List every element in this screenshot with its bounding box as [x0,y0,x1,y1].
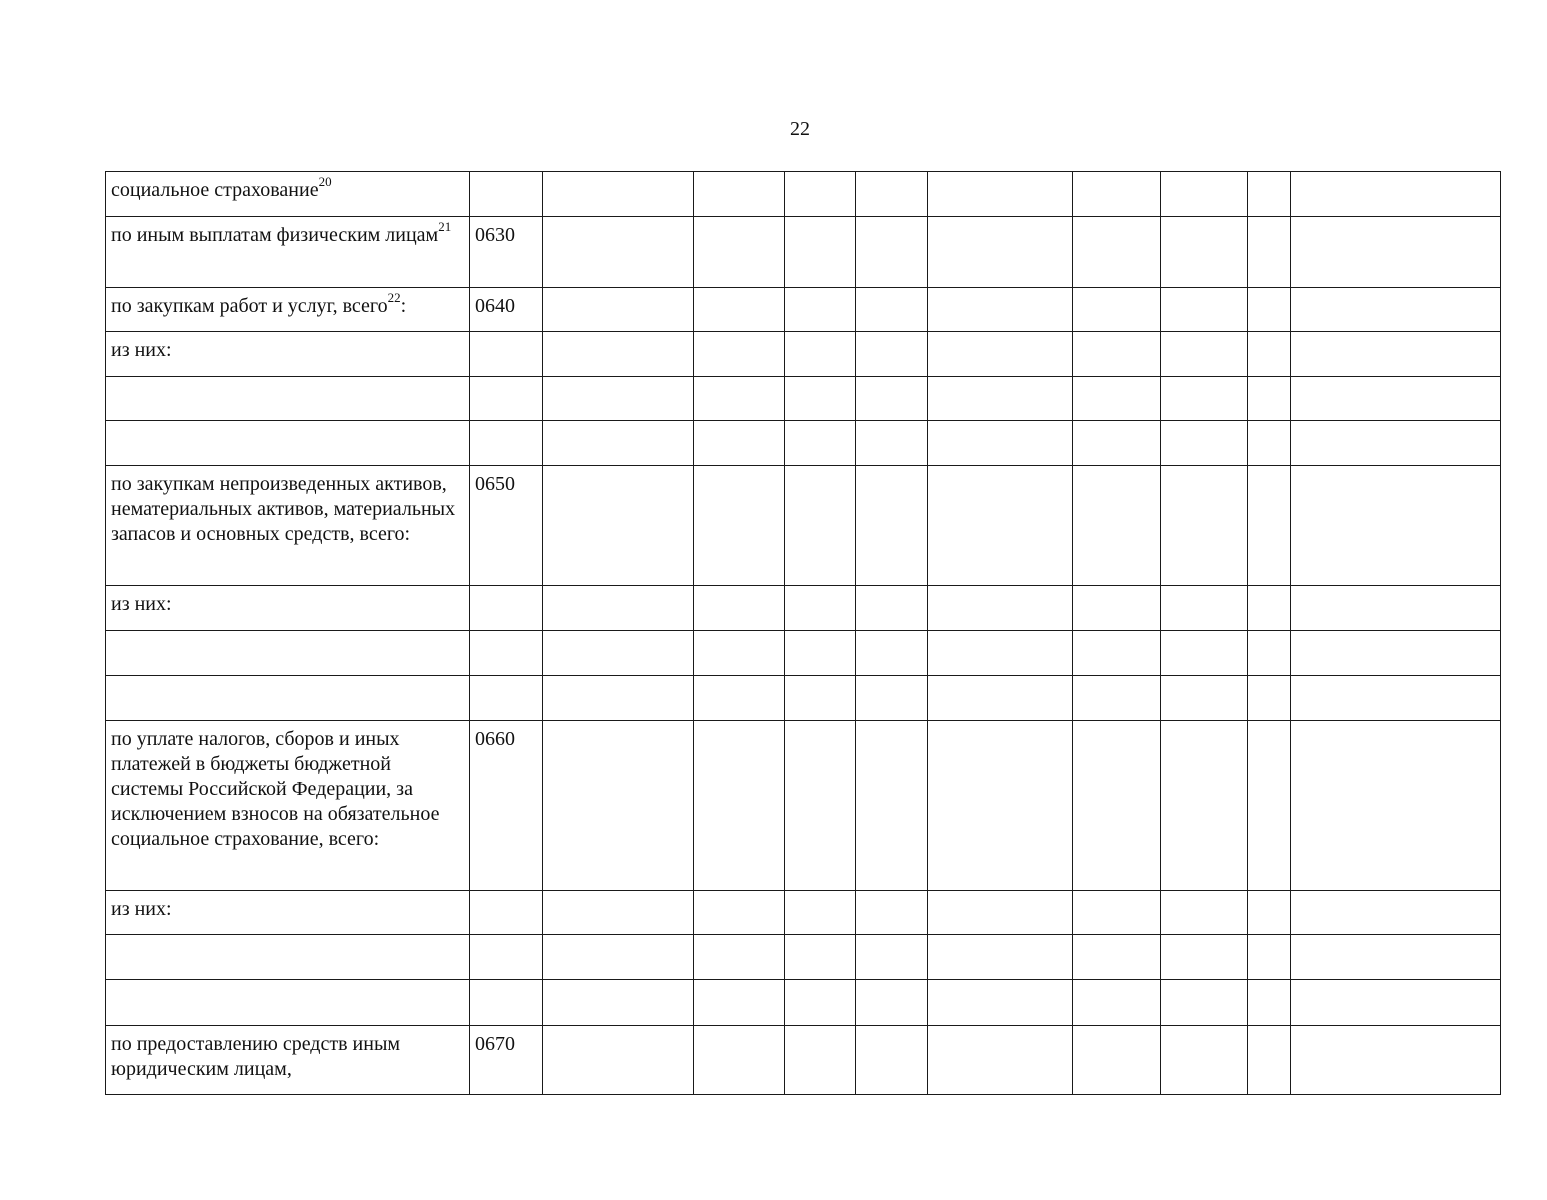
empty-value-cell [1161,217,1248,288]
empty-value-cell [543,891,694,935]
empty-value-cell [1248,421,1291,466]
table-row [106,721,1501,891]
empty-value-cell [928,721,1073,891]
empty-value-cell [543,721,694,891]
table-row [106,421,1501,466]
empty-value-cell [1291,631,1501,676]
empty-value-cell [928,172,1073,217]
row-description-suffix: : [400,295,407,317]
row-code-cell [470,172,543,217]
empty-value-cell [785,172,856,217]
empty-value-cell [1161,332,1248,377]
empty-value-cell [1073,466,1161,586]
footnote-marker: 22 [387,290,401,306]
empty-value-cell [1248,631,1291,676]
empty-value-cell [928,332,1073,377]
row-description-cell [106,676,470,721]
empty-value-cell [928,466,1073,586]
row-description-text: социальное страхование [111,179,319,201]
empty-value-cell [1073,377,1161,421]
table-row [106,980,1501,1026]
empty-value-cell [785,721,856,891]
empty-value-cell [694,935,785,980]
empty-value-cell [1248,332,1291,377]
row-code-cell: 0640 [470,288,543,332]
empty-value-cell [694,586,785,631]
empty-value-cell [785,217,856,288]
empty-value-cell [785,466,856,586]
empty-value-cell [694,172,785,217]
empty-value-cell [1161,980,1248,1026]
table-row [106,676,1501,721]
row-code-cell: 0650 [470,466,543,586]
empty-value-cell [856,217,928,288]
table-row [106,891,1501,935]
empty-value-cell [1073,721,1161,891]
empty-value-cell [928,935,1073,980]
empty-value-cell [856,332,928,377]
row-description-text: по уплате налогов, сборов и иных платежей в бюджеты бюджетной системы Российской Федерации, за исключением взносов на обязательное социальное страхование, всего: [111,728,440,850]
empty-value-cell [1291,1026,1501,1095]
empty-value-cell [1161,676,1248,721]
empty-value-cell [1248,172,1291,217]
empty-value-cell [1073,288,1161,332]
row-description-text: по иным выплатам физическим лицам [111,224,439,246]
empty-value-cell [1073,980,1161,1026]
empty-value-cell [856,891,928,935]
empty-value-cell [1248,217,1291,288]
empty-value-cell [694,721,785,891]
empty-value-cell [1161,288,1248,332]
empty-value-cell [694,631,785,676]
row-code-cell [470,980,543,1026]
empty-value-cell [1248,377,1291,421]
empty-value-cell [1161,631,1248,676]
empty-value-cell [1161,891,1248,935]
empty-value-cell [543,631,694,676]
empty-value-cell [785,332,856,377]
empty-value-cell [1161,377,1248,421]
empty-value-cell [1291,935,1501,980]
empty-value-cell [694,217,785,288]
empty-value-cell [856,421,928,466]
row-description-cell [106,935,470,980]
empty-value-cell [694,676,785,721]
empty-value-cell [785,676,856,721]
empty-value-cell [1161,721,1248,891]
empty-value-cell [694,980,785,1026]
row-description-text: по закупкам работ и услуг, всего [111,295,388,317]
row-description-text: из них: [111,339,172,361]
table-row [106,377,1501,421]
row-code-cell [470,332,543,377]
row-description-text: по предоставлению средств иным юридическим лицам, [111,1033,401,1080]
empty-value-cell [785,631,856,676]
row-description-cell [106,1026,470,1095]
empty-value-cell [785,980,856,1026]
empty-value-cell [694,891,785,935]
empty-value-cell [694,288,785,332]
empty-value-cell [694,466,785,586]
row-description-text: из них: [111,593,172,615]
empty-value-cell [1073,631,1161,676]
row-description-cell [106,891,470,935]
empty-value-cell [1073,172,1161,217]
row-description-cell [106,466,470,586]
empty-value-cell [543,288,694,332]
table-row [106,332,1501,377]
empty-value-cell [928,891,1073,935]
empty-value-cell [694,421,785,466]
empty-value-cell [1248,721,1291,891]
empty-value-cell [928,377,1073,421]
empty-value-cell [785,377,856,421]
table-row [106,935,1501,980]
table-row [106,172,1501,217]
empty-value-cell [1291,421,1501,466]
empty-value-cell [694,377,785,421]
row-description-cell [106,631,470,676]
empty-value-cell [543,172,694,217]
row-code-cell [470,586,543,631]
table-row [106,217,1501,288]
empty-value-cell [856,980,928,1026]
row-code-cell: 0660 [470,721,543,891]
empty-value-cell [928,631,1073,676]
empty-value-cell [1291,288,1501,332]
empty-value-cell [1291,891,1501,935]
empty-value-cell [928,586,1073,631]
empty-value-cell [785,288,856,332]
empty-value-cell [1161,172,1248,217]
empty-value-cell [856,1026,928,1095]
empty-value-cell [1291,980,1501,1026]
empty-value-cell [694,332,785,377]
empty-value-cell [1248,676,1291,721]
table-row [106,586,1501,631]
row-code-cell: 0630 [470,217,543,288]
empty-value-cell [1161,421,1248,466]
empty-value-cell [928,676,1073,721]
row-description-text: по закупкам непроизведенных активов, нематериальных активов, материальных запасов и основных средств, всего: [111,473,456,545]
row-code-cell [470,891,543,935]
row-description-cell [106,332,470,377]
empty-value-cell [543,421,694,466]
row-code-cell [470,421,543,466]
row-code-cell [470,377,543,421]
empty-value-cell [1291,466,1501,586]
empty-value-cell [856,935,928,980]
row-description-cell [106,980,470,1026]
table-row [106,631,1501,676]
empty-value-cell [1248,891,1291,935]
row-description-cell [106,421,470,466]
empty-value-cell [856,586,928,631]
row-code-cell: 0670 [470,1026,543,1095]
empty-value-cell [694,1026,785,1095]
row-description-cell [106,288,470,332]
empty-value-cell [928,980,1073,1026]
empty-value-cell [928,288,1073,332]
empty-value-cell [543,676,694,721]
table-body [106,172,1501,1095]
table-row [106,288,1501,332]
row-description-text: из них: [111,898,172,920]
row-description-cell [106,721,470,891]
empty-value-cell [1248,1026,1291,1095]
empty-value-cell [1291,217,1501,288]
empty-value-cell [785,421,856,466]
empty-value-cell [1248,586,1291,631]
empty-value-cell [1291,172,1501,217]
empty-value-cell [785,1026,856,1095]
row-description-cell [106,217,470,288]
row-description-cell [106,586,470,631]
empty-value-cell [1161,586,1248,631]
empty-value-cell [856,377,928,421]
empty-value-cell [856,466,928,586]
empty-value-cell [1073,676,1161,721]
empty-value-cell [1248,935,1291,980]
row-code-cell [470,935,543,980]
row-description-cell [106,172,470,217]
empty-value-cell [785,586,856,631]
table-row [106,1026,1501,1095]
empty-value-cell [1291,676,1501,721]
empty-value-cell [543,980,694,1026]
row-description-cell [106,377,470,421]
empty-value-cell [1291,721,1501,891]
empty-value-cell [1161,466,1248,586]
empty-value-cell [785,935,856,980]
empty-value-cell [856,721,928,891]
empty-value-cell [928,421,1073,466]
page-number: 22 [790,118,810,140]
empty-value-cell [1291,332,1501,377]
empty-value-cell [1248,288,1291,332]
empty-value-cell [1161,1026,1248,1095]
empty-value-cell [543,377,694,421]
empty-value-cell [1161,935,1248,980]
empty-value-cell [1248,466,1291,586]
empty-value-cell [928,1026,1073,1095]
row-code-cell [470,676,543,721]
empty-value-cell [856,676,928,721]
empty-value-cell [543,217,694,288]
row-code-cell [470,631,543,676]
empty-value-cell [856,631,928,676]
table-row [106,466,1501,586]
empty-value-cell [543,935,694,980]
empty-value-cell [856,288,928,332]
empty-value-cell [543,1026,694,1095]
empty-value-cell [543,586,694,631]
empty-value-cell [1073,586,1161,631]
empty-value-cell [543,332,694,377]
empty-value-cell [785,891,856,935]
empty-value-cell [1073,421,1161,466]
empty-value-cell [1073,1026,1161,1095]
empty-value-cell [928,217,1073,288]
empty-value-cell [1073,332,1161,377]
empty-value-cell [1291,377,1501,421]
empty-value-cell [1291,586,1501,631]
footnote-marker: 20 [318,174,332,190]
empty-value-cell [1073,935,1161,980]
empty-value-cell [1073,217,1161,288]
empty-value-cell [856,172,928,217]
empty-value-cell [1073,891,1161,935]
footnote-marker: 21 [438,219,452,235]
empty-value-cell [543,466,694,586]
report-table [105,171,1501,1095]
empty-value-cell [1248,980,1291,1026]
